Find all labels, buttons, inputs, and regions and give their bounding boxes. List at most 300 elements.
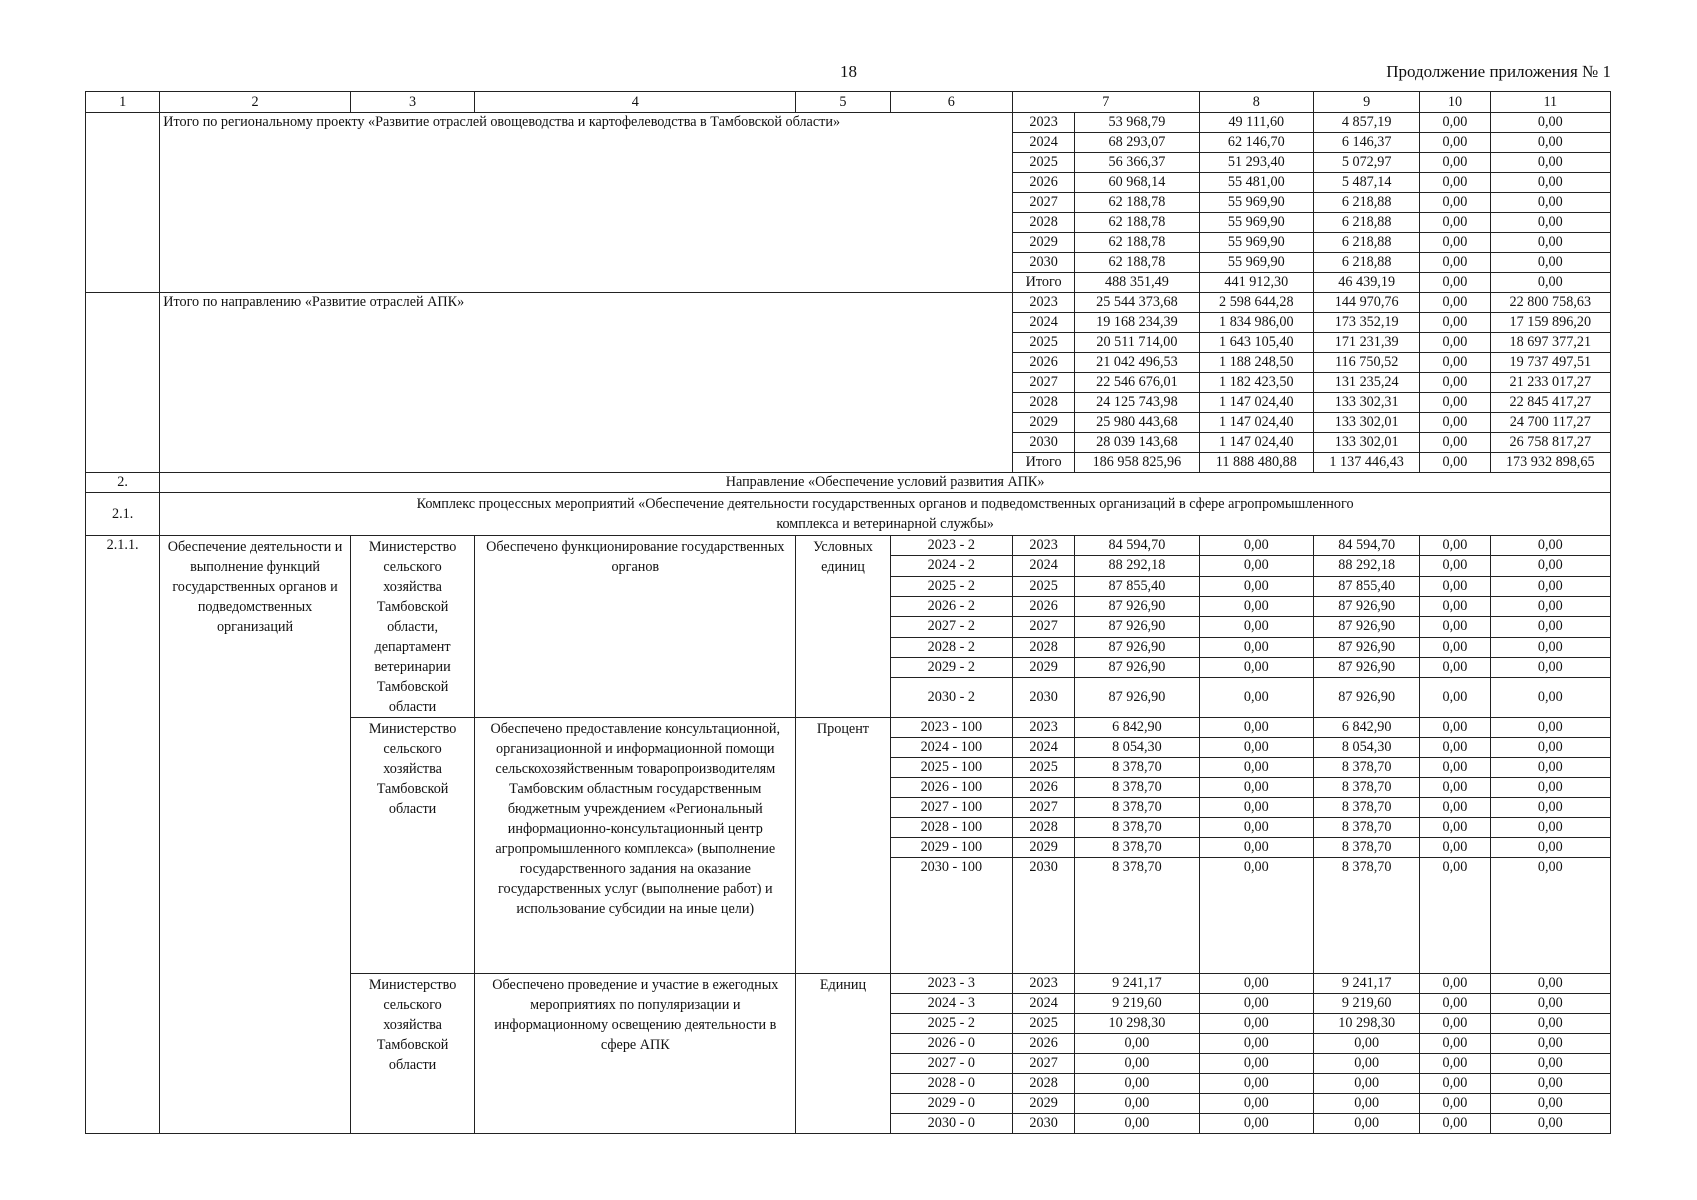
- value-cell: 0,00: [1420, 333, 1490, 353]
- value-cell: 0,00: [1490, 678, 1610, 718]
- indicator-cell: 2024 - 3: [890, 994, 1012, 1014]
- year-cell: 2027: [1013, 193, 1075, 213]
- year-cell: 2030: [1013, 858, 1075, 974]
- year-cell: 2023: [1013, 293, 1075, 313]
- value-cell: 0,00: [1490, 253, 1610, 273]
- year-cell: 2027: [1013, 1054, 1075, 1074]
- value-cell: 488 351,49: [1075, 273, 1199, 293]
- value-cell: 6 218,88: [1313, 213, 1419, 233]
- value-cell: 4 857,19: [1313, 113, 1419, 133]
- value-cell: 0,00: [1199, 798, 1313, 818]
- indicator-cell: 2025 - 100: [890, 758, 1012, 778]
- value-cell: 0,00: [1199, 974, 1313, 994]
- value-cell: 0,00: [1199, 596, 1313, 616]
- value-cell: 186 958 825,96: [1075, 453, 1199, 473]
- value-cell: 8 378,70: [1075, 858, 1199, 974]
- value-cell: 8 378,70: [1313, 818, 1419, 838]
- value-cell: 24 125 743,98: [1075, 393, 1199, 413]
- value-cell: 8 378,70: [1313, 858, 1419, 974]
- value-cell: 62 146,70: [1199, 133, 1313, 153]
- value-cell: 49 111,60: [1199, 113, 1313, 133]
- value-cell: 116 750,52: [1313, 353, 1419, 373]
- value-cell: 0,00: [1199, 1034, 1313, 1054]
- year-cell: 2024: [1013, 313, 1075, 333]
- value-cell: 6 146,37: [1313, 133, 1419, 153]
- result-cell: Обеспечено функционирование государственных органов: [475, 536, 796, 718]
- value-cell: 5 072,97: [1313, 153, 1419, 173]
- value-cell: 0,00: [1490, 718, 1610, 738]
- header-row: [86, 92, 1611, 113]
- indicator-cell: 2029 - 2: [890, 657, 1012, 677]
- value-cell: 1 147 024,40: [1199, 433, 1313, 453]
- year-cell: 2029: [1013, 413, 1075, 433]
- value-cell: 0,00: [1420, 153, 1490, 173]
- value-cell: 0,00: [1199, 678, 1313, 718]
- year-cell: Итого: [1013, 453, 1075, 473]
- column-header: 2: [160, 92, 351, 113]
- year-cell: 2030: [1013, 678, 1075, 718]
- value-cell: 88 292,18: [1313, 556, 1419, 576]
- value-cell: 10 298,30: [1313, 1014, 1419, 1034]
- value-cell: 0,00: [1490, 213, 1610, 233]
- value-cell: 8 378,70: [1075, 838, 1199, 858]
- value-cell: 0,00: [1490, 1034, 1610, 1054]
- value-cell: 9 241,17: [1313, 974, 1419, 994]
- value-cell: 0,00: [1199, 1054, 1313, 1074]
- value-cell: 0,00: [1199, 858, 1313, 974]
- value-cell: 0,00: [1490, 738, 1610, 758]
- value-cell: 0,00: [1420, 273, 1490, 293]
- value-cell: 0,00: [1420, 637, 1490, 657]
- value-cell: 0,00: [1199, 617, 1313, 637]
- value-cell: 0,00: [1420, 617, 1490, 637]
- value-cell: 0,00: [1490, 838, 1610, 858]
- value-cell: 0,00: [1199, 778, 1313, 798]
- value-cell: 0,00: [1313, 1114, 1419, 1134]
- value-cell: 173 352,19: [1313, 313, 1419, 333]
- value-cell: 441 912,30: [1199, 273, 1313, 293]
- column-header: 9: [1313, 92, 1419, 113]
- value-cell: 0,00: [1420, 193, 1490, 213]
- value-cell: 25 980 443,68: [1075, 413, 1199, 433]
- value-cell: 0,00: [1199, 994, 1313, 1014]
- value-cell: 87 926,90: [1313, 637, 1419, 657]
- value-cell: 55 969,90: [1199, 193, 1313, 213]
- executor-cell: Министерство сельского хозяйства Тамбовской области: [350, 718, 474, 974]
- year-cell: 2029: [1013, 1094, 1075, 1114]
- value-cell: 0,00: [1420, 453, 1490, 473]
- value-cell: 1 147 024,40: [1199, 413, 1313, 433]
- value-cell: 0,00: [1490, 758, 1610, 778]
- value-cell: 0,00: [1490, 273, 1610, 293]
- value-cell: 0,00: [1490, 113, 1610, 133]
- result-cell: Обеспечено предоставление консультационной, организационной и информационной помощи сельскохозяйственным товаропроизводителям Тамбовским областным государственным бюджетным учреждением «Региональный информационно-консультационный центр агропромышленного комплекса» (выполнение государственного задания на оказание государственных услуг (выполнение работ) и использование субсидии на иные цели): [475, 718, 796, 974]
- value-cell: 87 926,90: [1313, 596, 1419, 616]
- subsection-row: [86, 493, 1611, 536]
- value-cell: 8 054,30: [1075, 738, 1199, 758]
- column-header: 10: [1420, 92, 1490, 113]
- value-cell: 0,00: [1490, 617, 1610, 637]
- value-cell: 1 137 446,43: [1313, 453, 1419, 473]
- indicator-cell: 2027 - 2: [890, 617, 1012, 637]
- indicator-cell: 2023 - 100: [890, 718, 1012, 738]
- value-cell: 11 888 480,88: [1199, 453, 1313, 473]
- value-cell: 0,00: [1420, 373, 1490, 393]
- value-cell: 0,00: [1199, 536, 1313, 556]
- value-cell: 21 042 496,53: [1075, 353, 1199, 373]
- indicator-cell: 2023 - 3: [890, 974, 1012, 994]
- value-cell: 0,00: [1075, 1114, 1199, 1134]
- value-cell: 0,00: [1490, 1074, 1610, 1094]
- year-cell: 2024: [1013, 738, 1075, 758]
- value-cell: 0,00: [1420, 1014, 1490, 1034]
- year-cell: 2024: [1013, 556, 1075, 576]
- value-cell: 1 188 248,50: [1199, 353, 1313, 373]
- value-cell: 1 182 423,50: [1199, 373, 1313, 393]
- value-cell: 0,00: [1420, 678, 1490, 718]
- item-number: 2.1.1.: [86, 536, 160, 1134]
- indicator-cell: 2030 - 100: [890, 858, 1012, 974]
- value-cell: 0,00: [1490, 858, 1610, 974]
- value-cell: 0,00: [1199, 838, 1313, 858]
- year-cell: 2024: [1013, 994, 1075, 1014]
- indicator-cell: 2026 - 2: [890, 596, 1012, 616]
- value-cell: 0,00: [1490, 974, 1610, 994]
- value-cell: 0,00: [1490, 1054, 1610, 1074]
- value-cell: 0,00: [1199, 818, 1313, 838]
- value-cell: 0,00: [1420, 718, 1490, 738]
- value-cell: 8 378,70: [1313, 798, 1419, 818]
- value-cell: 6 218,88: [1313, 193, 1419, 213]
- indicator-cell: 2025 - 2: [890, 576, 1012, 596]
- section-title: Направление «Обеспечение условий развития АПК»: [160, 473, 1611, 493]
- value-cell: 0,00: [1420, 253, 1490, 273]
- value-cell: 0,00: [1420, 1034, 1490, 1054]
- year-cell: 2030: [1013, 1114, 1075, 1134]
- value-cell: 0,00: [1420, 173, 1490, 193]
- indicator-cell: 2027 - 100: [890, 798, 1012, 818]
- value-cell: 19 737 497,51: [1490, 353, 1610, 373]
- value-cell: 6 842,90: [1075, 718, 1199, 738]
- value-cell: 0,00: [1490, 994, 1610, 1014]
- indicator-cell: 2027 - 0: [890, 1054, 1012, 1074]
- total-row: [86, 113, 1611, 133]
- value-cell: 1 834 986,00: [1199, 313, 1313, 333]
- year-cell: 2028: [1013, 1074, 1075, 1094]
- year-cell: Итого: [1013, 273, 1075, 293]
- year-cell: 2025: [1013, 758, 1075, 778]
- value-cell: 0,00: [1199, 1074, 1313, 1094]
- indicator-cell: 2025 - 2: [890, 1014, 1012, 1034]
- value-cell: 87 926,90: [1075, 678, 1199, 718]
- value-cell: 62 188,78: [1075, 193, 1199, 213]
- value-cell: 62 188,78: [1075, 213, 1199, 233]
- value-cell: 0,00: [1490, 556, 1610, 576]
- column-header: 4: [475, 92, 796, 113]
- value-cell: 0,00: [1075, 1054, 1199, 1074]
- value-cell: 0,00: [1420, 213, 1490, 233]
- indicator-cell: 2024 - 100: [890, 738, 1012, 758]
- year-cell: 2025: [1013, 1014, 1075, 1034]
- value-cell: 19 168 234,39: [1075, 313, 1199, 333]
- year-cell: 2030: [1013, 253, 1075, 273]
- value-cell: 68 293,07: [1075, 133, 1199, 153]
- value-cell: 8 378,70: [1075, 758, 1199, 778]
- value-cell: 0,00: [1420, 778, 1490, 798]
- unit-cell: Процент: [796, 718, 890, 974]
- value-cell: 0,00: [1420, 738, 1490, 758]
- indicator-cell: 2028 - 0: [890, 1074, 1012, 1094]
- value-cell: 0,00: [1199, 556, 1313, 576]
- value-cell: 84 594,70: [1313, 536, 1419, 556]
- year-cell: 2028: [1013, 818, 1075, 838]
- value-cell: 0,00: [1199, 1094, 1313, 1114]
- year-cell: 2023: [1013, 536, 1075, 556]
- value-cell: 17 159 896,20: [1490, 313, 1610, 333]
- value-cell: 87 926,90: [1313, 617, 1419, 637]
- value-cell: 84 594,70: [1075, 536, 1199, 556]
- value-cell: 6 218,88: [1313, 253, 1419, 273]
- value-cell: 8 378,70: [1075, 778, 1199, 798]
- value-cell: 20 511 714,00: [1075, 333, 1199, 353]
- value-cell: 0,00: [1420, 994, 1490, 1014]
- year-cell: 2023: [1013, 113, 1075, 133]
- value-cell: 53 968,79: [1075, 113, 1199, 133]
- value-cell: 0,00: [1420, 1074, 1490, 1094]
- value-cell: 0,00: [1420, 596, 1490, 616]
- indicator-cell: 2028 - 100: [890, 818, 1012, 838]
- indicator-cell: 2030 - 2: [890, 678, 1012, 718]
- value-cell: 133 302,01: [1313, 413, 1419, 433]
- total-label: Итого по региональному проекту «Развитие отраслей овощеводства и картофелеводства в Тамбовской области»: [160, 113, 1013, 293]
- value-cell: 22 546 676,01: [1075, 373, 1199, 393]
- value-cell: 0,00: [1199, 718, 1313, 738]
- value-cell: 87 926,90: [1075, 617, 1199, 637]
- section-row: [86, 473, 1611, 493]
- value-cell: 18 697 377,21: [1490, 333, 1610, 353]
- subsection-number: 2.1.: [86, 493, 160, 536]
- value-cell: 0,00: [1490, 536, 1610, 556]
- value-cell: 0,00: [1313, 1074, 1419, 1094]
- value-cell: 0,00: [1075, 1094, 1199, 1114]
- value-cell: 0,00: [1490, 133, 1610, 153]
- column-header: 6: [890, 92, 1012, 113]
- unit-cell: Условных единиц: [796, 536, 890, 718]
- value-cell: 0,00: [1199, 738, 1313, 758]
- year-cell: 2025: [1013, 576, 1075, 596]
- indicator-cell: 2029 - 100: [890, 838, 1012, 858]
- value-cell: 0,00: [1420, 818, 1490, 838]
- value-cell: 0,00: [1420, 313, 1490, 333]
- value-cell: 56 366,37: [1075, 153, 1199, 173]
- value-cell: 0,00: [1420, 293, 1490, 313]
- value-cell: 24 700 117,27: [1490, 413, 1610, 433]
- value-cell: 8 378,70: [1313, 758, 1419, 778]
- value-cell: 0,00: [1490, 576, 1610, 596]
- program-table: [85, 91, 1611, 1134]
- value-cell: 0,00: [1420, 393, 1490, 413]
- value-cell: 144 970,76: [1313, 293, 1419, 313]
- value-cell: 8 378,70: [1313, 838, 1419, 858]
- year-cell: 2028: [1013, 637, 1075, 657]
- section-number: 2.: [86, 473, 160, 493]
- total-row: [86, 293, 1611, 313]
- value-cell: 0,00: [1420, 1114, 1490, 1134]
- value-cell: 26 758 817,27: [1490, 433, 1610, 453]
- subsection-title: Комплекс процессных мероприятий «Обеспечение деятельности государственных органов и подведомственных организаций в сфере агропромышленного комплекса и ветеринарной службы»: [160, 493, 1611, 536]
- value-cell: 55 969,90: [1199, 233, 1313, 253]
- value-cell: 87 855,40: [1313, 576, 1419, 596]
- value-cell: 28 039 143,68: [1075, 433, 1199, 453]
- value-cell: 0,00: [1420, 758, 1490, 778]
- value-cell: 0,00: [1490, 193, 1610, 213]
- value-cell: 22 800 758,63: [1490, 293, 1610, 313]
- indicator-cell: 2028 - 2: [890, 637, 1012, 657]
- year-cell: 2023: [1013, 974, 1075, 994]
- value-cell: 0,00: [1490, 657, 1610, 677]
- year-cell: 2028: [1013, 213, 1075, 233]
- value-cell: 87 926,90: [1075, 637, 1199, 657]
- indicator-cell: 2026 - 0: [890, 1034, 1012, 1054]
- value-cell: 62 188,78: [1075, 233, 1199, 253]
- value-cell: 0,00: [1420, 536, 1490, 556]
- data-row: [86, 536, 1611, 556]
- year-cell: 2028: [1013, 393, 1075, 413]
- value-cell: 131 235,24: [1313, 373, 1419, 393]
- value-cell: 22 845 417,27: [1490, 393, 1610, 413]
- year-cell: 2026: [1013, 596, 1075, 616]
- page-number: 18: [840, 62, 857, 81]
- value-cell: 0,00: [1420, 657, 1490, 677]
- value-cell: 8 378,70: [1075, 818, 1199, 838]
- value-cell: 9 219,60: [1313, 994, 1419, 1014]
- item-name: Обеспечение деятельности и выполнение функций государственных органов и подведомственных организаций: [160, 536, 351, 1134]
- empty-cell: [86, 113, 160, 293]
- value-cell: 0,00: [1199, 657, 1313, 677]
- column-header: 7: [1013, 92, 1200, 113]
- value-cell: 1 643 105,40: [1199, 333, 1313, 353]
- value-cell: 1 147 024,40: [1199, 393, 1313, 413]
- value-cell: 0,00: [1075, 1034, 1199, 1054]
- value-cell: 0,00: [1420, 798, 1490, 818]
- value-cell: 0,00: [1420, 113, 1490, 133]
- value-cell: 88 292,18: [1075, 556, 1199, 576]
- year-cell: 2029: [1013, 838, 1075, 858]
- value-cell: 9 219,60: [1075, 994, 1199, 1014]
- indicator-cell: 2030 - 0: [890, 1114, 1012, 1134]
- value-cell: 8 054,30: [1313, 738, 1419, 758]
- indicator-cell: 2023 - 2: [890, 536, 1012, 556]
- value-cell: 62 188,78: [1075, 253, 1199, 273]
- value-cell: 0,00: [1199, 758, 1313, 778]
- value-cell: 0,00: [1490, 233, 1610, 253]
- year-cell: 2030: [1013, 433, 1075, 453]
- value-cell: 0,00: [1313, 1034, 1419, 1054]
- value-cell: 0,00: [1420, 413, 1490, 433]
- year-cell: 2027: [1013, 798, 1075, 818]
- value-cell: 133 302,31: [1313, 393, 1419, 413]
- value-cell: 0,00: [1420, 133, 1490, 153]
- unit-cell: Единиц: [796, 974, 890, 1134]
- appendix-title: Продолжение приложения № 1: [1386, 62, 1611, 81]
- value-cell: 0,00: [1490, 173, 1610, 193]
- value-cell: 0,00: [1075, 1074, 1199, 1094]
- value-cell: 0,00: [1420, 556, 1490, 576]
- year-cell: 2027: [1013, 373, 1075, 393]
- value-cell: 0,00: [1420, 974, 1490, 994]
- value-cell: 60 968,14: [1075, 173, 1199, 193]
- value-cell: 87 926,90: [1313, 657, 1419, 677]
- column-header: 1: [86, 92, 160, 113]
- executor-cell: Министерство сельского хозяйства Тамбовской области, департамент ветеринарии Тамбовской области: [350, 536, 474, 718]
- value-cell: 0,00: [1490, 818, 1610, 838]
- year-cell: 2029: [1013, 657, 1075, 677]
- value-cell: 0,00: [1490, 778, 1610, 798]
- column-header: 11: [1490, 92, 1610, 113]
- empty-cell: [86, 293, 160, 473]
- value-cell: 0,00: [1490, 596, 1610, 616]
- year-cell: 2027: [1013, 617, 1075, 637]
- value-cell: 0,00: [1420, 1054, 1490, 1074]
- value-cell: 2 598 644,28: [1199, 293, 1313, 313]
- value-cell: 51 293,40: [1199, 153, 1313, 173]
- value-cell: 8 378,70: [1075, 798, 1199, 818]
- value-cell: 0,00: [1490, 1014, 1610, 1034]
- year-cell: 2026: [1013, 173, 1075, 193]
- year-cell: 2024: [1013, 133, 1075, 153]
- value-cell: 0,00: [1420, 353, 1490, 373]
- value-cell: 0,00: [1490, 637, 1610, 657]
- value-cell: 0,00: [1490, 153, 1610, 173]
- value-cell: 0,00: [1199, 1114, 1313, 1134]
- column-header: 8: [1199, 92, 1313, 113]
- value-cell: 87 855,40: [1075, 576, 1199, 596]
- value-cell: 0,00: [1420, 233, 1490, 253]
- total-label: Итого по направлению «Развитие отраслей АПК»: [160, 293, 1013, 473]
- year-cell: 2026: [1013, 353, 1075, 373]
- value-cell: 0,00: [1199, 1014, 1313, 1034]
- year-cell: 2026: [1013, 778, 1075, 798]
- value-cell: 0,00: [1199, 637, 1313, 657]
- value-cell: 5 487,14: [1313, 173, 1419, 193]
- column-header: 3: [350, 92, 474, 113]
- value-cell: 0,00: [1420, 858, 1490, 974]
- year-cell: 2026: [1013, 1034, 1075, 1054]
- value-cell: 9 241,17: [1075, 974, 1199, 994]
- value-cell: 55 969,90: [1199, 213, 1313, 233]
- value-cell: 0,00: [1490, 1114, 1610, 1134]
- indicator-cell: 2024 - 2: [890, 556, 1012, 576]
- value-cell: 133 302,01: [1313, 433, 1419, 453]
- value-cell: 6 218,88: [1313, 233, 1419, 253]
- value-cell: 87 926,90: [1075, 657, 1199, 677]
- value-cell: 171 231,39: [1313, 333, 1419, 353]
- executor-cell: Министерство сельского хозяйства Тамбовской области: [350, 974, 474, 1134]
- value-cell: 21 233 017,27: [1490, 373, 1610, 393]
- value-cell: 0,00: [1420, 1094, 1490, 1114]
- year-cell: 2023: [1013, 718, 1075, 738]
- value-cell: 87 926,90: [1313, 678, 1419, 718]
- indicator-cell: 2029 - 0: [890, 1094, 1012, 1114]
- column-header: 5: [796, 92, 890, 113]
- value-cell: 0,00: [1490, 1094, 1610, 1114]
- value-cell: 0,00: [1420, 838, 1490, 858]
- value-cell: 0,00: [1490, 798, 1610, 818]
- value-cell: 0,00: [1313, 1054, 1419, 1074]
- value-cell: 46 439,19: [1313, 273, 1419, 293]
- value-cell: 6 842,90: [1313, 718, 1419, 738]
- value-cell: 87 926,90: [1075, 596, 1199, 616]
